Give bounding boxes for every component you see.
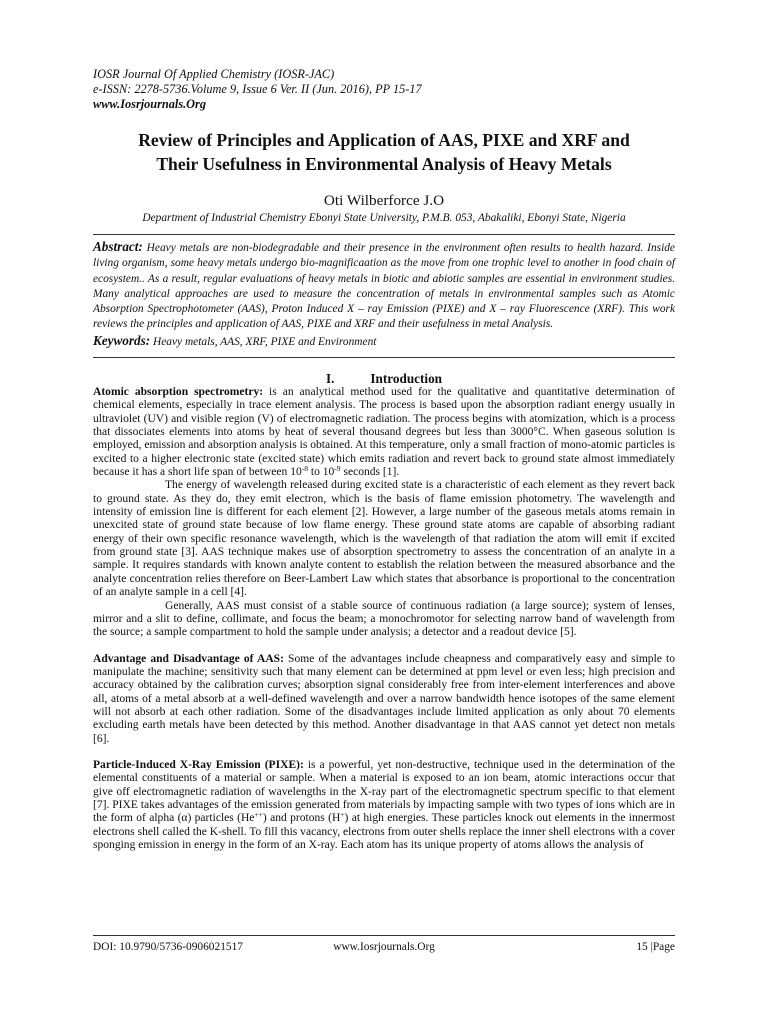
- paragraph-text: seconds [1].: [340, 466, 400, 479]
- superscript: -8: [301, 464, 308, 474]
- abstract-top-rule: [93, 234, 675, 235]
- footer-rule: [93, 935, 675, 936]
- footer-site[interactable]: www.Iosrjournals.Org: [333, 941, 435, 953]
- body-text: [93, 386, 675, 852]
- superscript: -9: [334, 464, 341, 474]
- abstract-bottom-rule: [93, 357, 675, 358]
- abstract-paragraph: [93, 239, 675, 333]
- author-affiliation: Department of Industrial Chemistry Ebonyi State University, P.M.B. 053, Abakaliki, Ebonyi State, Nigeria: [142, 212, 626, 224]
- paragraph-aas-components: Generally, AAS must consist of a stable source of continuous radiation (a large source); system of lenses, mirror and a slit to define, collimate, and focus the beam; a monochromotor for selecting narrow band of wavelength from the source; a sample compartment to hold the sample under analysis; a detector and a readout device [5].: [93, 599, 675, 639]
- journal-name: IOSR Journal Of Applied Chemistry (IOSR-JAC): [93, 67, 335, 81]
- paragraph-lead-aas: Atomic absorption spectrometry:: [93, 386, 264, 398]
- abstract-block: [93, 239, 675, 350]
- paragraph-text: ) at high energies. These particles knock out elements in the innermost electrons shell called the K-shell. To fill this vacancy, electrons from outer shells replace the inner shell electrons with a cover sponging emission in energy in the form of an X-ray. Each atom has its unique property of atoms allows the analysis of: [93, 812, 675, 851]
- keywords-text: Heavy metals, AAS, XRF, PIXE and Environment: [153, 335, 377, 348]
- keywords-label: Keywords:: [93, 332, 151, 348]
- journal-header: [93, 67, 683, 112]
- paragraph-wavelength: The energy of wavelength released during excited state is a characteristic of each element as they revert back to ground state. As they do, they emit electron, which is the basis of flame emission photometry. The wavelength and intensity of emission line is different for each element [2]. However, a large number of the gaseous metals atoms remain in unexcited state of ground state because of low flame energy. These ground state atoms are capable of absorbing radiant energy of their own specific resonance wavelength, which is the wavelength of that radiation the atom will emit if excited from ground state [3]. AAS technique makes use of absorption spectrometry to assess the concentration of an analyte in a sample. It requires standards with known analyte content to establish the relation between the measured absorbance and the analyte concentration relies therefore on Beer-Lambert Law which states that absorbance is proportional to the concentration of an analyte sample in a cell [4].: [93, 479, 675, 599]
- paragraph-pixe: [93, 759, 675, 852]
- paragraph-aas-intro: [93, 386, 675, 479]
- paper-title-line-1: Review of Principles and Application of AAS, PIXE and XRF and: [138, 130, 630, 150]
- paragraph-text: ) and protons (H: [262, 812, 341, 825]
- paragraph-lead-advantages: Advantage and Disadvantage of AAS:: [93, 652, 284, 665]
- paper-title-line-2: Their Usefulness in Environmental Analysis of Heavy Metals: [156, 153, 612, 174]
- section-number: I.: [325, 371, 335, 386]
- paragraph-text: is a powerful, yet non-destructive, technique used in the determination of the elemental constituents of a material or sample. When a material is exposed to an ion beam, atomic interactions occur that give off electromagnetic radiation of wavelengths in the X-ray part of the electromagnetic spectrum specific to that element [7]. PIXE takes advantages of the emission generated from materials by impacting sample with two types of ions which are in the form of alpha (α) particles (He: [93, 758, 676, 825]
- paragraph-text: is an analytical method used for the qualitative and quantitative determination of chemical elements, especially in trace element analysis. The process is based upon the absorption radiant energy usually in ultraviolet (UV) and visible region (V) of electromagnetic radiation. The process begins with atomization, which is a process that dissociates elements into atoms by heat of several thousand degrees but less than 3000°C. When gaseous solution is employed, emission and absorption analysis is obtained. At this temperature, only a small fraction of mono-atomic particles is excited to a higher electronic state (excited state) which emits radiation and revert back to ground state almost immediately because it has a short life span of between 10: [93, 386, 676, 479]
- author-name: Oti Wilberforce J.O: [323, 192, 445, 209]
- page-footer: [93, 940, 675, 956]
- section-heading: [93, 371, 675, 387]
- paragraph-advantages: [93, 653, 675, 746]
- footer-doi[interactable]: DOI: 10.9790/5736-0906021517: [93, 941, 243, 953]
- journal-url[interactable]: www.Iosrjournals.Org: [93, 97, 206, 111]
- paragraph-text: to 10: [308, 466, 335, 479]
- journal-issn: e-ISSN: 2278-5736.Volume 9, Issue 6 Ver. II (Jun. 2016), PP 15-17: [93, 82, 422, 96]
- paragraph-lead-pixe: Particle-Induced X-Ray Emission (PIXE):: [93, 758, 304, 771]
- superscript: ++: [254, 810, 263, 820]
- paper-title: [80, 129, 688, 176]
- footer-page-number: 15 |Page: [636, 941, 675, 953]
- superscript: +: [340, 810, 345, 820]
- abstract-text: Heavy metals are non-biodegradable and their presence in the environment often results to health hazard. Inside living organism, some heavy metals undergo bio-magnificaation as the move from one trophic level to another in food chain of ecosystem.. As a result, regular evaluations of heavy metals in biotic and abiotic samples are essential in environment studies. Many analytical approaches are used to measure the concentration of metals in environmental samples such as Atomic Absorption Spectrophotometer (AAS), Proton Induced X – ray Emission (PIXE) and X – ray Fluorescence (XRF). This work reviews the principles and application of AAS, PIXE and XRF and their usefulness in metal Analysis.: [93, 242, 675, 331]
- abstract-label: Abstract:: [93, 239, 143, 254]
- keywords-line: [93, 333, 675, 350]
- section-title: Introduction: [370, 371, 442, 386]
- paragraph-text: Some of the advantages include cheapness and comparatively easy and simple to manipulate the machine; sensitivity such that many element can be determined at ppm level or even less; high precision and accuracy obtained by the calibration curves; absorption signal considerably free from inter-element interferences and above all, atoms of a metal absorb at a well-defined wavelength and over a narrow bandwidth hence isotopes of the same element will not absorb at each other radiation. Some of the disadvantages include limited application as only about 70 elements excluding earth metals have been detected by this method. Another disadvantage in that AAS cannot yet detect non metals [6].: [93, 652, 675, 745]
